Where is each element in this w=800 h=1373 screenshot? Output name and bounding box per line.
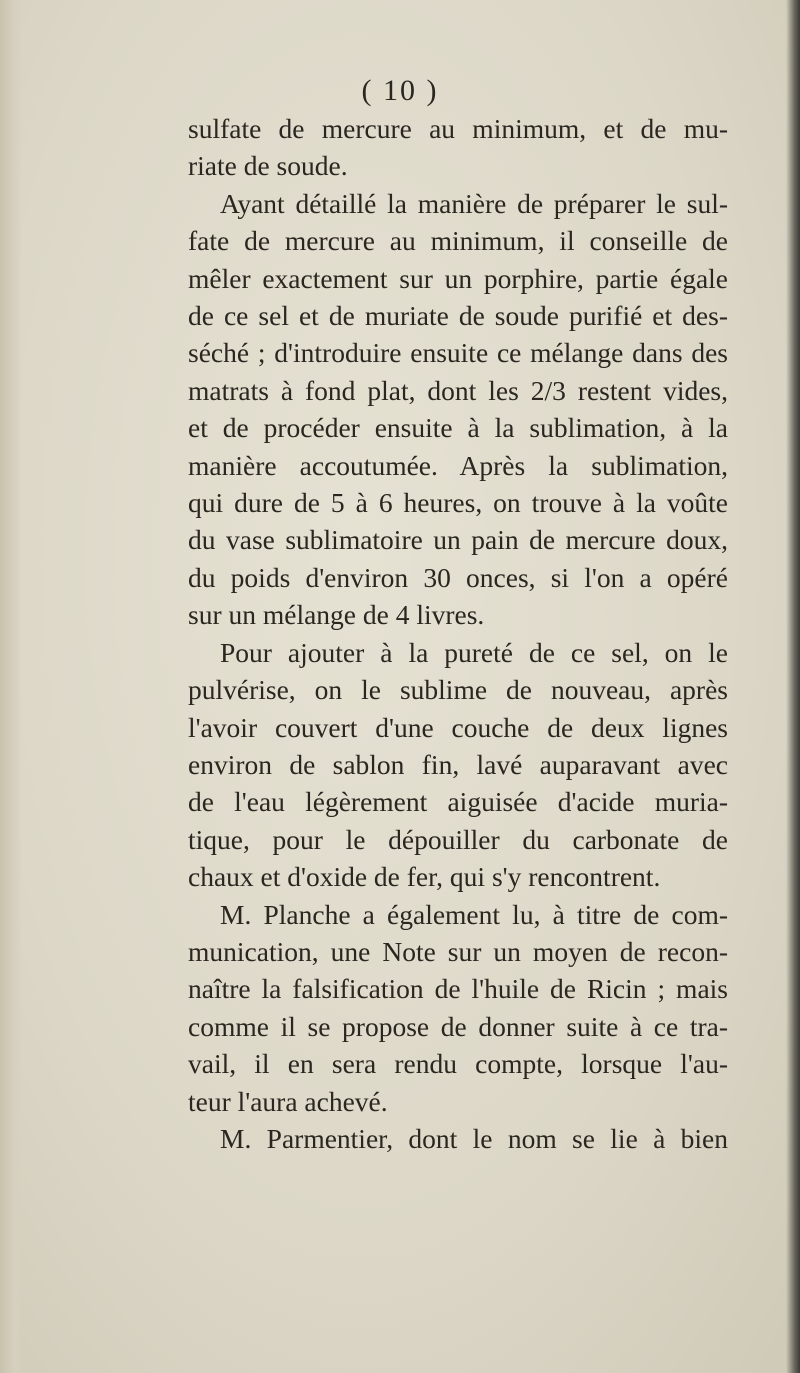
text-line: munication, une Note sur un moyen de recon-: [188, 935, 728, 967]
body-text: [188, 110, 728, 1157]
text-line: de l'eau légèrement aiguisée d'acide muria-: [188, 786, 728, 818]
text-line: séché ; d'introduire ensuite ce mélange dans des: [188, 337, 728, 369]
page-outer-edge: [786, 0, 800, 1373]
text-line: comme il se propose de donner suite à ce tra-: [188, 1010, 728, 1042]
text-line: riate de soude.: [188, 150, 348, 182]
text-line: vail, il en sera rendu compte, lorsque l'au-: [188, 1048, 728, 1080]
text-line: fate de mercure au minimum, il conseille de: [188, 225, 728, 257]
paragraph-3: [188, 634, 728, 896]
text-line: Pour ajouter à la pureté de ce sel, on le: [220, 636, 728, 668]
text-line: du vase sublimatoire un pain de mercure doux,: [188, 524, 728, 556]
text-line: sur un mélange de 4 livres.: [188, 599, 485, 631]
paragraph-2: [188, 185, 728, 634]
page-gutter-edge: [0, 0, 22, 1373]
page-number: ( 10 ): [361, 74, 439, 107]
text-line: teur l'aura achevé.: [188, 1085, 388, 1117]
text-line: manière accoutumée. Après la sublimation,: [188, 449, 728, 481]
paragraph-5: [188, 1120, 728, 1157]
text-line: tique, pour le dépouiller du carbonate de: [188, 823, 728, 855]
text-line: pulvérise, on le sublime de nouveau, après: [188, 674, 728, 706]
text-line: mêler exactement sur un porphire, partie égale: [188, 262, 728, 294]
text-line: qui dure de 5 à 6 heures, on trouve à la voûte: [188, 487, 728, 519]
text-line: et de procéder ensuite à la sublimation, à la: [188, 412, 728, 444]
text-line: du poids d'environ 30 onces, si l'on a opéré: [188, 561, 728, 593]
text-line: chaux et d'oxide de fer, qui s'y rencontrent.: [188, 861, 661, 893]
text-line: naître la falsification de l'huile de Ricin ; mais: [188, 973, 728, 1005]
text-line: M. Parmentier, dont le nom se lie à bien: [220, 1122, 728, 1154]
text-line: environ de sablon fin, lavé auparavant avec: [188, 748, 728, 780]
paragraph-4: [188, 896, 728, 1120]
text-line: sulfate de mercure au minimum, et de mu-: [188, 113, 728, 144]
text-line: Ayant détaillé la manière de préparer le sul-: [220, 187, 728, 219]
text-line: l'avoir couvert d'une couche de deux lignes: [188, 711, 728, 743]
text-line: de ce sel et de muriate de soude purifié et des-: [188, 300, 728, 332]
text-line: M. Planche a également lu, à titre de com-: [220, 898, 728, 930]
text-line: matrats à fond plat, dont les 2/3 restent vides,: [188, 374, 728, 406]
paragraph-1: [188, 110, 728, 185]
